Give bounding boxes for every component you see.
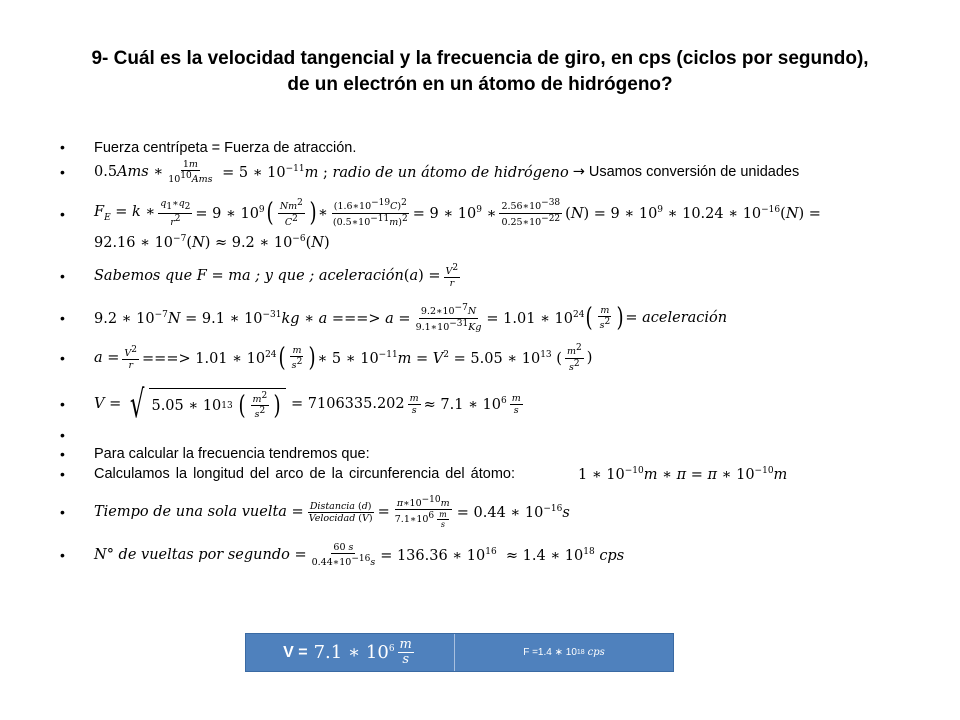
velocity-result: V = 7.1 ∗ $10^6$ $\frac{m}{s}$ bbox=[246, 634, 455, 671]
velocity-label: V = bbox=[283, 643, 308, 661]
formula-velocity: V = √ 5.05 ∗ 10 13 ( $\frac{m^2}{s^2}$ ) = 7106335.202 $\frac{m}{s}$ ≈ 7.1 ∗ $10^6$ $\frac{m}{s}$ bbox=[94, 382, 521, 426]
bullet-row-3 bbox=[60, 193, 930, 253]
arrow-icon: → bbox=[572, 164, 585, 180]
bullet-row-7 bbox=[60, 381, 930, 427]
formula-newton: Sabemos que F = ma ; y que ; aceleración (a) = $\frac{V^2}{r}$ bbox=[94, 262, 459, 290]
formula-frequency: N° de vueltas por segundo = $\frac{60 s}{0.44∗10^{-16}s}$ = 136.36 ∗ $10^{16} \approx 1.4$ ∗ $10^{18}$ cps bbox=[94, 541, 625, 569]
formula-acceleration: 9.2 ∗ $10^{-7}N = 9.1$ ∗ $10^{-31}kg$ ∗ a ===> a = $\frac{9.2∗10^{-7}N}{9.1∗10^{-31}Kg}$ = 1.01 ∗ $10^{24}$ ( $\frac{m}{s^2}$ ) = aceleración bbox=[94, 303, 728, 333]
bullet-1-text: Fuerza centrípeta = Fuerza de atracción. bbox=[94, 140, 357, 156]
bullet-row-10 bbox=[60, 463, 930, 485]
bullet-dot: • bbox=[60, 396, 65, 412]
bullet-row-9 bbox=[60, 444, 930, 464]
title-line-2: de un electrón en un átomo de hidrógeno? bbox=[287, 74, 673, 95]
bullet-dot: • bbox=[60, 547, 65, 563]
bullet-row-6 bbox=[60, 338, 930, 378]
bullet-row-8-empty bbox=[60, 425, 930, 445]
formula-velocity-squared: a = $\frac{V^2}{r}$ ===> 1.01 ∗ $10^{24}$ ( $\frac{m}{s^2}$ ) ∗ 5 ∗ $10^{-11}m = V^2 = 5.05$ ∗ $10^{13}$ ( $\frac{m^2}{s^2}$ ) bbox=[94, 343, 593, 373]
bullet-dot: • bbox=[60, 206, 65, 222]
bullet-dot: • bbox=[60, 310, 65, 326]
bullet-2-text: Usamos conversión de unidades bbox=[588, 164, 800, 180]
bullet-dot: • bbox=[60, 350, 65, 366]
bullet-row-11 bbox=[60, 489, 930, 535]
formula-conversion: 0.5Ams ∗ $\frac{1m}{10^{10}Ams}$ = 5 ∗ $10^{-11}m$ ; radio de un átomo de hidrógeno → Usamos conversión de unidades bbox=[94, 158, 800, 186]
frequency-result bbox=[455, 634, 673, 671]
formula-arc-length: 1 ∗ $10^{-10}m$ ∗ π = π ∗ $10^{-10}m$ bbox=[578, 465, 788, 483]
bullet-dot: • bbox=[60, 446, 65, 462]
bullet-10-text: Calculamos la longitud del arco de la circunferencia del átomo: bbox=[94, 466, 515, 482]
result-box bbox=[245, 633, 674, 672]
title-line-1: 9- Cuál es la velocidad tangencial y la frecuencia de giro, en cps (ciclos por segundo), bbox=[91, 48, 869, 69]
formula-period: Tiempo de una sola vuelta = $\frac{\text{Distancia (d)}}{\text{Velocidad (V)}}$ = $\pi∗10^{-10}m$ $7.1∗10^6$ $\frac{m}{s}$ = 0.44 ∗ $10^{-16}s$ bbox=[94, 494, 570, 530]
bullet-row-4 bbox=[60, 258, 930, 294]
frequency-exponent: 18 bbox=[576, 649, 585, 656]
bullet-dot: • bbox=[60, 504, 65, 520]
bullet-dot: • bbox=[60, 427, 65, 443]
bullet-dot: • bbox=[60, 139, 65, 155]
frequency-unit: cps bbox=[587, 647, 605, 658]
bullet-row-5 bbox=[60, 298, 930, 338]
bullet-dot: • bbox=[60, 268, 65, 284]
formula-force-result: 92.16 ∗ $10^{-7}(N) \approx 9.2$ ∗ $10^{-6}(N)$ bbox=[94, 233, 330, 251]
slide-title bbox=[40, 46, 920, 98]
formula-force: $F_E = k$ ∗ $\frac{q_1∗q_2}{r^2}$ = 9 ∗ $10^9$ ( $\frac{Nm^2}{C^2}$ ) ∗ $\frac{(1.6∗10^{-19}C)^2}{(0.5∗10^{-11}m)^2}$ = 9 ∗ $10^9$ ∗ $\frac{2.56∗10^{-38}}{0.25∗10^{-22}}$ (N) = 9 ∗ $10^9$ ∗ 10.24 ∗ $10^{-16}(N)$ = bbox=[94, 197, 821, 229]
bullet-dot: • bbox=[60, 164, 65, 180]
bullet-row-2 bbox=[60, 156, 930, 188]
bullet-9-text: Para calcular la frecuencia tendremos que: bbox=[94, 446, 370, 462]
bullet-dot: • bbox=[60, 466, 65, 482]
frequency-label: F =1.4 ∗ 10 bbox=[523, 647, 577, 658]
bullet-row-12 bbox=[60, 537, 930, 573]
